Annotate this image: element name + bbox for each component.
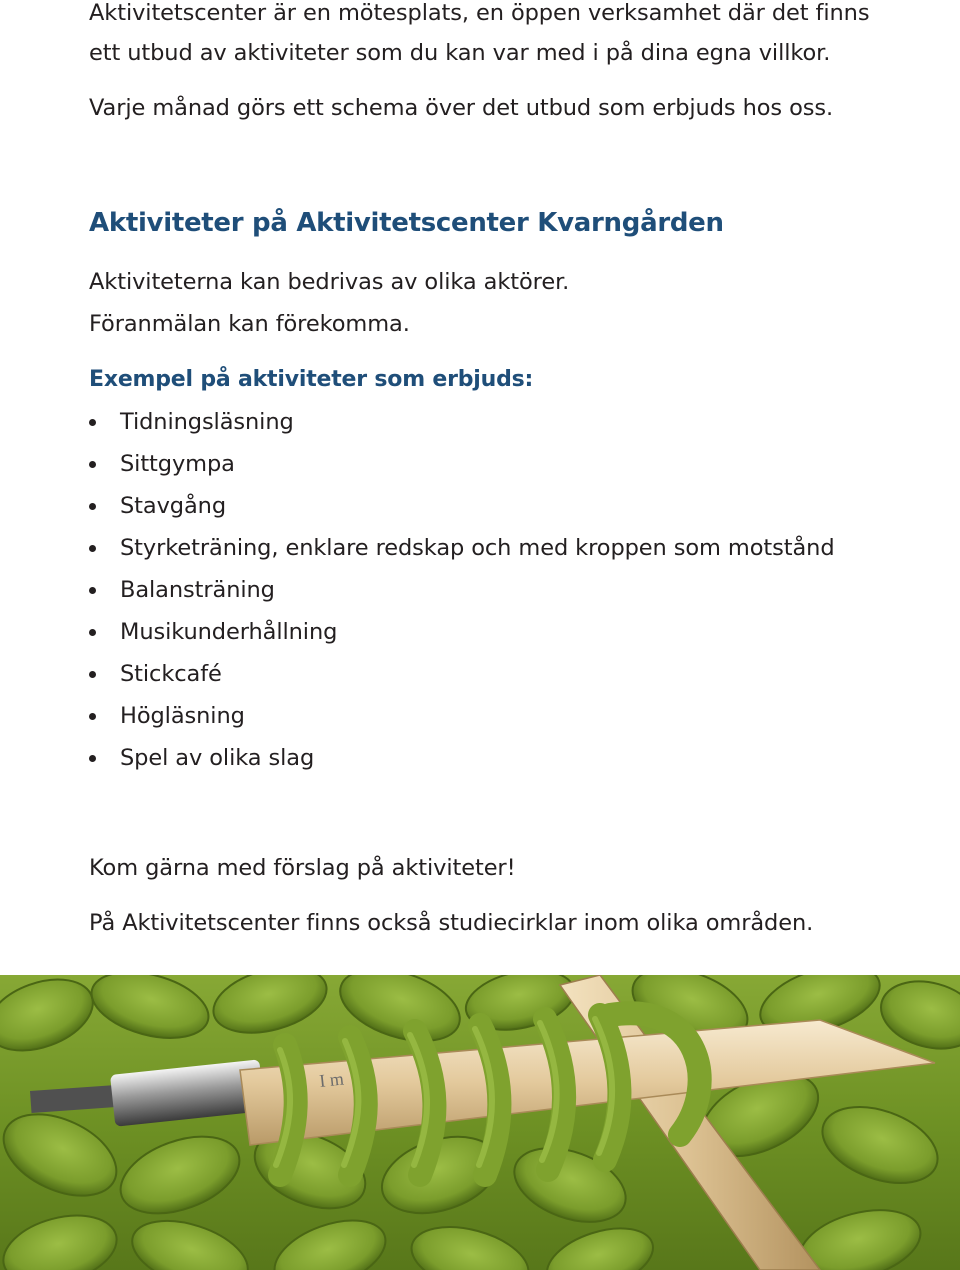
closing-line-1: Kom gärna med förslag på aktiviteter! <box>89 855 516 881</box>
knitting-photo <box>0 975 960 1270</box>
section-title: Aktiviteter på Aktivitetscenter Kvarngården <box>89 208 724 238</box>
section-line-1: Aktiviteterna kan bedrivas av olika aktörer. <box>89 269 570 295</box>
list-item <box>89 695 835 737</box>
list-item-label: Stickcafé <box>120 661 222 687</box>
intro-line-2: ett utbud av aktiviteter som du kan var med i på dina egna villkor. <box>89 40 831 66</box>
list-item-label: Styrketräning, enklare redskap och med kroppen som motstånd <box>120 535 835 561</box>
bullet-icon <box>89 755 96 762</box>
list-item-label: Högläsning <box>120 703 245 729</box>
section-line-2: Föranmälan kan förekomma. <box>89 311 410 337</box>
intro-line-3: Varje månad görs ett schema över det utbud som erbjuds hos oss. <box>89 95 834 121</box>
activity-list <box>89 401 835 779</box>
bullet-icon <box>89 587 96 594</box>
closing-line-2: På Aktivitetscenter finns också studiecirklar inom olika områden. <box>89 910 814 936</box>
list-item <box>89 527 835 569</box>
list-item-label: Tidningsläsning <box>120 409 294 435</box>
list-item-label: Sittgympa <box>120 451 235 477</box>
knitting-illustration <box>0 975 960 1270</box>
list-item <box>89 737 835 779</box>
bullet-icon <box>89 503 96 510</box>
bullet-icon <box>89 461 96 468</box>
examples-heading: Exempel på aktiviteter som erbjuds: <box>89 367 534 392</box>
bullet-icon <box>89 629 96 636</box>
needle-marking: I m <box>318 1068 345 1091</box>
bullet-icon <box>89 713 96 720</box>
bullet-icon <box>89 671 96 678</box>
bullet-icon <box>89 545 96 552</box>
list-item-label: Spel av olika slag <box>120 745 315 771</box>
list-item <box>89 485 835 527</box>
list-item <box>89 401 835 443</box>
list-item <box>89 611 835 653</box>
list-item-label: Musikunderhållning <box>120 619 338 645</box>
list-item-label: Stavgång <box>120 493 227 519</box>
intro-line-1: Aktivitetscenter är en mötesplats, en öppen verksamhet där det finns <box>89 0 870 26</box>
list-item <box>89 443 835 485</box>
list-item <box>89 569 835 611</box>
list-item-label: Balansträning <box>120 577 275 603</box>
bullet-icon <box>89 419 96 426</box>
list-item <box>89 653 835 695</box>
